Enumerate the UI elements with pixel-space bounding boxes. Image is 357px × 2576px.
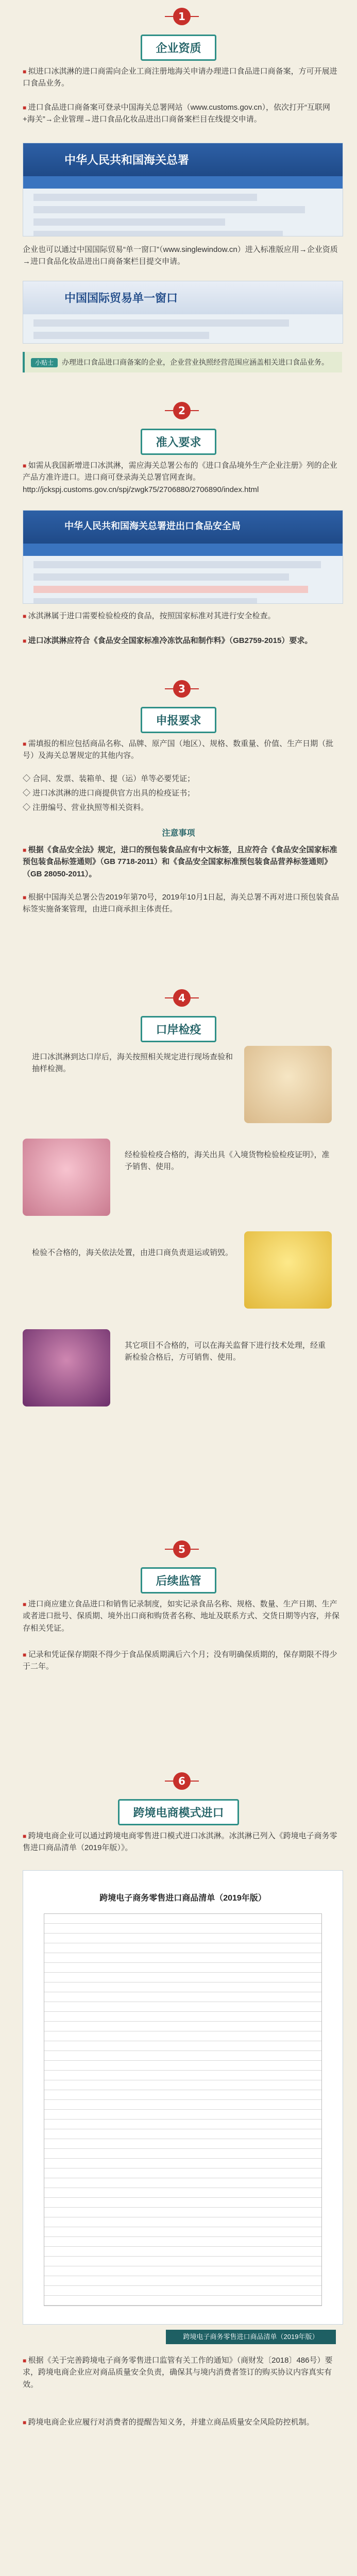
single-window-screenshot: 中国国际贸易单一窗口 — [23, 281, 343, 344]
pink-ice-cream-image — [23, 1139, 110, 1216]
paragraph: 检验不合格的，海关依法处置，由进口商负责退运或销毁。 — [32, 1248, 233, 1257]
section-number-badge: 4 — [173, 989, 191, 1007]
paragraph: 企业也可以通过中国国际贸易“单一窗口”（www.singlewindow.cn）进入标准版应用→企业资质→进口食品化妆品进出口商备案栏目提交申请。 — [23, 245, 338, 266]
section-port-inspection — [11, 989, 346, 1510]
paragraph: ■ 跨境电商企业应履行对消费者的提醒告知义务，并建立商品质量安全风险防控机制。 — [23, 2416, 342, 2428]
section-title: 准入要求 — [11, 429, 346, 455]
section-title: 口岸检疫 — [11, 1016, 346, 1042]
notice-subtitle: 注意事项 — [162, 829, 195, 838]
section-declaration — [11, 680, 346, 969]
ice-cream-scoop-image — [244, 1046, 332, 1123]
paragraph: ■ 进口商应建立食品进口和销售记录制度，如实记录食品名称、规格、数量、生产日期、生产或者进口批号、保质期、境外出口商和购货者名称、地址及联系方式、交货日期等内容，并保存相关凭证。 — [23, 1598, 342, 1634]
paragraph: ■ 进口冰淇淋应符合《食品安全国家标准冷冻饮品和制作料》（GB2759-2015）要求。 — [23, 635, 342, 647]
paragraph: ■ 跨境电商企业可以通过跨境电商零售进口模式进口冰淇淋。冰淇淋已列入《跨境电子商务零售进口商品清单（2019年版）》。 — [23, 1830, 342, 1854]
section-cross-border — [11, 1772, 346, 2576]
paragraph: ■ 记录和凭证保存期限不得少于食品保质期满后六个月；没有明确保质期的，保存期限不得少于二年。 — [23, 1649, 342, 1673]
paragraph: 其它项目不合格的，可以在海关监督下进行技术处理，经重新检验合格后，方可销售、使用。 — [125, 1341, 326, 1362]
paragraph: ■ 根据中国海关总署公告2019年第70号，2019年10月1日起，海关总署不再对进口预包装食品标签实施备案管理，由进口商承担主体责任。 — [23, 891, 342, 916]
customs-website-screenshot: 中华人民共和国海关总署 — [23, 143, 343, 236]
section-number-badge: 5 — [173, 1540, 191, 1558]
section-supervision — [11, 1540, 346, 1710]
paragraph: ■ 拟进口冰淇淋的进口商需向企业工商注册地海关申请办理进口食品进口商备案，方可开展进口食品业务。 — [23, 65, 342, 90]
list-banner: 跨境电子商务零售进口商品清单（2019年版） — [166, 2330, 336, 2344]
paragraph: ■ 需填报的相应包括商品名称、品牌、原产国（地区）、规格、数重量、价值、生产日期（批号）及海关总署规定的其他内容。 — [23, 738, 342, 762]
tip-note: 小贴士 办理进口食品进口商备案的企业，企业营业执照经营范围应涵盖相关进口食品业务。 — [23, 352, 342, 372]
berry-ice-cream-image — [23, 1329, 110, 1406]
section-number-badge: 1 — [173, 8, 191, 25]
table-title: 跨境电子商务零售进口商品清单（2019年版） — [99, 1894, 266, 1903]
section-title: 申报要求 — [11, 707, 346, 733]
section-number-badge: 6 — [173, 1772, 191, 1790]
section-title: 跨境电商模式进口 — [11, 1799, 346, 1825]
mango-ice-cream-image — [244, 1231, 332, 1309]
paragraph: ■ 如需从我国新增进口冰淇淋，需应海关总署公布的《进口食品境外生产企业注册》列的企业产品方准许进口。进口商可登录海关总署官网查询。http://jckspj.customs.gov.cn/spj/zwgk75/2706880/2706890/index.html — [23, 460, 342, 496]
list-item: ◇ 进口冰淇淋的进口商提供官方出具的检疫证书； — [23, 789, 195, 798]
product-list-document-image — [23, 1870, 343, 2325]
paragraph: ■ 根据《关于完善跨境电子商务零售进口监管有关工作的通知》（商财发〔2018〕486号）要求，跨境电商企业应对商品质量安全负责，确保其与境内消费者签订的购买协议内容真实有效。 — [23, 2354, 342, 2391]
section-number-badge: 3 — [173, 680, 191, 698]
paragraph: ■ 冰淇淋属于进口需要检验检疫的食品，按照国家标准对其进行安全检查。 — [23, 610, 342, 622]
list-item: ◇ 合同、发票、装箱单、提（运）单等必要凭证； — [23, 774, 195, 783]
paragraph: ■ 根据《食品安全法》规定，进口的预包装食品应有中文标签，且应符合《食品安全国家标准预包装食品标签通则》（GB 7718-2011）和《食品安全国家标准预包装食品营养标签通则》（GB 28050-2011）。 — [23, 844, 342, 880]
section-title: 后续监管 — [11, 1567, 346, 1594]
section-number-badge: 2 — [173, 402, 191, 419]
section-access — [11, 402, 346, 659]
section-qualification — [11, 8, 346, 384]
section-title: 企业资质 — [11, 35, 346, 61]
list-item: ◇ 注册编号、营业执照等相关资料。 — [23, 803, 149, 812]
paragraph: 经检验检疫合格的，海关出具《入境货物检验检疫证明》，准予销售、使用。 — [125, 1150, 330, 1172]
food-safety-bureau-screenshot: 中华人民共和国海关总署进出口食品安全局 — [23, 510, 343, 604]
paragraph: ■ 进口食品进口商备案可登录中国海关总署网站（www.customs.gov.cn），依次打开“互联网+海关”→企业管理→进口食品化妆品进出口商备案栏目在线提交申请。 — [23, 101, 342, 126]
paragraph: 进口冰淇淋到达口岸后，海关按照相关规定进行现场查验和抽样检测。 — [32, 1053, 233, 1074]
